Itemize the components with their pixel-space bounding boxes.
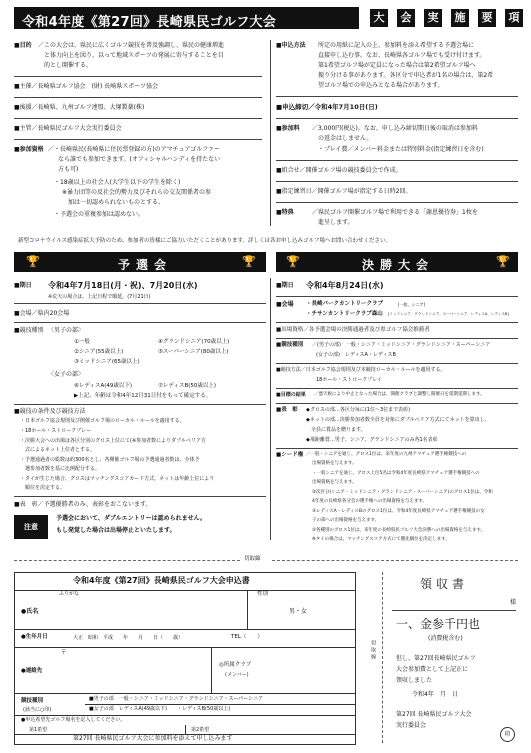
final-award-line: 全員に賞品を贈ります。 xyxy=(306,427,366,433)
receipt-line: 領収しました xyxy=(396,677,433,684)
qualifier-rule: 順位を決定する。 xyxy=(20,485,66,491)
birthdate-field[interactable]: 大正 昭和 平成 年 月 日（ 歳） xyxy=(73,635,184,641)
final-seed-line: 4年度の長崎県各分会の選手権への出場資格を与えます。 xyxy=(312,499,428,504)
pref-1-label[interactable]: 第1希望 xyxy=(29,727,48,733)
divider xyxy=(276,338,518,339)
form-col-line xyxy=(185,725,186,734)
column-divider xyxy=(270,40,271,226)
final-award-line: ◆飛距離賞…男子、シニア、グランドシニアのみ各1名表彰 xyxy=(306,437,438,443)
qualifier-rule: ・タイが生じた場合、グロスはマッチングスコアカード方式、ネットは年齢上位により xyxy=(20,476,215,482)
class-label: 競技種別 xyxy=(21,698,44,704)
application-line-5: 望ゴルフ場での申込みとなる場合があります。 xyxy=(318,82,444,89)
eligibility-line-6: 加は一切認められないものとする。 xyxy=(68,199,165,206)
final-class-line: ／(男子の部) 一般・シニア・ミッドシニア・グランドシニア・スーパーシニア xyxy=(312,342,491,348)
tel-field[interactable]: TEL（ ） xyxy=(231,634,263,640)
trophy-icon: 🏆 xyxy=(286,255,300,268)
trophy-icon: 🏆 xyxy=(26,255,40,268)
pairings: ■組合せ／開催ゴルフ場の競技委員会で作成。 xyxy=(276,167,402,174)
header-title: 令和4年度《第27回》長崎県民ゴルフ大会 xyxy=(22,15,277,30)
seal-icon: 印 xyxy=(500,727,515,742)
final-seed-label: ■シード権 xyxy=(276,452,304,458)
club-sub: (メンバー) xyxy=(225,672,249,678)
receipt-amount: 一、金参千円也 xyxy=(396,617,481,631)
sex-options[interactable]: 男・女 xyxy=(289,608,308,615)
qualifier-women-a: ⑥レディスA(49歳以下) xyxy=(74,383,133,389)
form-row-line xyxy=(15,629,355,630)
final-award-line: ◆グロスの部…各区分毎に(1位～3位まで表彰) xyxy=(306,407,411,413)
eligibility-line-3: 方も可) xyxy=(58,166,79,173)
divider xyxy=(276,96,518,97)
qualifier-rule: 選参加者数を基に比例配分する。 xyxy=(20,466,101,472)
corona-notice: 新型コロナウイルス感染症拡大予防のため、参加者の皆様にご協力いただくことがあります。詳しくは各お申し込みゴルフ場へお問い合わせください。 xyxy=(18,238,392,244)
final-seed-line: 出場資格を与えます。 xyxy=(312,461,357,466)
receipt-line: 大会参加費として上記正に xyxy=(396,666,469,673)
cut-line xyxy=(382,572,383,743)
final-seed-line: 出場資格を与えます。 xyxy=(312,480,357,485)
qualifier-rule: ・決勝大会への出場は各区分別のグロス上位にて(※参加者数によりダブルペリア方 xyxy=(20,438,206,444)
divider xyxy=(14,76,262,77)
application-line-1: 所定の用紙に記入の上、参加料を添え希望する予選会場に xyxy=(318,42,475,49)
club-label: ◎所属クラブ xyxy=(219,662,252,668)
header-kanji-3: 実 xyxy=(424,9,442,27)
cut-line-label-vertical: 切取線 xyxy=(370,640,376,661)
caution-line-2: もし発覚した場合は出場停止といたします。 xyxy=(56,527,176,534)
qualifier-class-item: ③ミッドシニア(65歳以上) xyxy=(74,359,140,365)
final-eligibility: ■出場資格／各予選会場の決勝通過者及び県ゴルフ協会推薦者 xyxy=(276,327,430,333)
qualifier-rules-label: ■競技の条件及び競技方法 xyxy=(14,408,86,415)
final-seed-line: ・一般シニアを通じ、グロス上位5名は令和4年度長崎県アマチュア選手権競技への xyxy=(312,471,480,476)
form-row-line xyxy=(15,715,355,716)
cut-line xyxy=(272,560,518,561)
qualifier-venue: ■会場／県内20会場 xyxy=(14,310,70,317)
purpose-label: ■目的 xyxy=(14,42,32,49)
purpose-line-2: と体力向上を図り、以って地域スポーツの発展に寄与することを目 xyxy=(44,52,224,59)
qualifier-class-item: ④グランドシニア(70歳以上) xyxy=(158,339,230,345)
final-banner xyxy=(276,252,518,272)
eligibility-line-2: なら誰でも参加できます。(オフィシャルハンディを持たない xyxy=(58,156,221,163)
qualifier-date-note: ※荒天の場合は、上記日程で順延。(7月21日) xyxy=(48,294,151,300)
qualifier-awards: ■表 彰／予選優勝者のみ、表彰をおこないます。 xyxy=(14,501,152,508)
divider xyxy=(276,202,518,203)
qualifier-banner xyxy=(14,252,266,272)
receipt-sama: 様 xyxy=(510,599,517,606)
final-class-label: ■競技種別 xyxy=(276,342,304,348)
form-col-line xyxy=(211,647,212,693)
eligibility-line-7: ・予選会の重複参加は認めない。 xyxy=(54,211,145,218)
qualifier-rule: ・日本ゴルフ協会規則及び開催ゴルフ場のローカル・ルールを適用する。 xyxy=(20,418,185,424)
practice-days: ■指定練習日／開催ゴルフ場が指定する日時2回。 xyxy=(276,188,412,195)
deadline: ■申込締切／令和4年7月10日(日) xyxy=(276,103,378,111)
qualifier-class-label: ■競技種別 xyxy=(14,327,44,334)
divider xyxy=(14,303,266,304)
qualifier-age-note: ▶上記、年齢は令和4年12月31日付をもって確定する。 xyxy=(74,393,212,399)
divider xyxy=(14,118,262,119)
postal-mark: 〒 xyxy=(61,650,67,656)
header-kanji-2: 会 xyxy=(397,9,415,27)
divider xyxy=(276,160,518,161)
qualifier-date: 令和4年7月18日(月・祝)、7月20日(水) xyxy=(48,281,198,290)
final-date-label: ■期日 xyxy=(276,282,294,289)
divider xyxy=(276,448,518,449)
final-awards-label: ■表 彰 xyxy=(276,407,298,413)
sex-label: 性別 xyxy=(257,591,269,597)
final-seed-line: ⑤各種別のグロス1位は、来年度の長崎県民ゴルフ大会決勝への出場資格を与えます。 xyxy=(312,528,486,533)
qualifier-women-b: ⑦レディスB(50歳以上) xyxy=(158,383,217,389)
final-date: 令和4年8月24日(水) xyxy=(306,281,384,290)
supporters: ■後援／長崎県、九州ゴルフ連盟、大塚製薬(株) xyxy=(14,104,145,111)
fee-line-2: の返金はしません。 xyxy=(318,135,373,142)
form-row-line xyxy=(15,647,355,648)
birthdate-label: ●生年月日 xyxy=(21,634,48,640)
trophy-icon: 🏆 xyxy=(496,255,510,268)
divider xyxy=(276,322,518,323)
divider xyxy=(14,97,262,98)
final-title: 決勝大会 xyxy=(362,258,435,272)
preference-label: ●申込希望先ゴルフ場名を記入してください。 xyxy=(21,717,126,723)
final-seed-line: ②次区分(シニア・ミッドシニア・グランドシニア・スーパーシニア)のグロス1位は、令和 xyxy=(312,490,493,495)
benefit-line-2: 進呈します。 xyxy=(318,219,354,226)
final-class-line: (女子の部) レディスA・レディスB xyxy=(316,352,396,358)
receipt-org-1: 第27回 長崎県民ゴルフ大会 xyxy=(396,711,472,718)
column-divider xyxy=(270,278,271,540)
divider xyxy=(276,388,518,389)
receipt-line: 但し、第27回長崎県民ゴルフ xyxy=(396,655,476,662)
final-venue-1: ・長崎パークカントリークラブ xyxy=(306,301,384,307)
trophy-icon: 🏆 xyxy=(242,255,256,268)
qualifier-class-item: ②シニア(55歳以上) xyxy=(74,349,124,355)
qualifier-date-label: ■期日 xyxy=(14,282,32,289)
qualifier-women-label: 〈女子の部〉 xyxy=(48,371,85,378)
purpose-line-3: 的とし開催する。 xyxy=(44,62,93,69)
form-col-line xyxy=(247,590,248,629)
divider xyxy=(392,610,516,611)
organizer: ■主催／長崎県ゴルフ協会 (財) 長崎県スポーツ協会 xyxy=(14,83,159,90)
benefit-line-1: ／県民ゴルフ開催ゴルフ場で利用できる「謝恩優待券」1枚を xyxy=(312,209,478,216)
class-sub: (該当に○印) xyxy=(23,707,52,713)
header-kanji-1: 大 xyxy=(370,9,388,27)
final-seed-line: 子の部への出場資格を与えます。 xyxy=(312,518,380,523)
final-weather-label: ■目標の結果 xyxy=(276,392,306,398)
qualifier-title: 予選会 xyxy=(118,258,173,272)
eligibility-line-4: ・18歳以上の社会人(大学生以下の学生を除く) xyxy=(54,179,181,186)
qualifier-rule: ・18ホール・ストロークプレー xyxy=(20,428,92,434)
divider xyxy=(14,496,266,497)
caution-badge: 注意 xyxy=(14,515,48,539)
divider xyxy=(14,404,266,405)
application-line-4: 振り分ける事があります。各区分で申込者が1名の場合は、第2希 xyxy=(318,72,494,79)
address-label: ●連絡先 xyxy=(21,668,43,674)
eligibility-label: ■参加資格 xyxy=(14,146,44,153)
receipt-tax: (消費税含む) xyxy=(428,635,463,642)
cut-line xyxy=(14,560,240,561)
qualifier-rule: ・予選通過者の総数は約300名とし、各開催ゴルフ場の予選通過者数は、全体予 xyxy=(20,457,200,463)
final-method-line: 18ホール・ストロークプレイ xyxy=(316,377,382,383)
header-title-bar xyxy=(14,7,359,29)
application-form xyxy=(14,572,356,745)
men-class-row[interactable]: ■男子の部 一般・シニア・ミッドシニア・グランドシニア・スーパーシニア xyxy=(89,696,264,702)
qualifier-rule: 式によるネット上位者とする。 xyxy=(20,447,96,453)
form-footer: 第27回 長崎県民ゴルフ大会に参加料を添えて申し込みます xyxy=(73,735,233,742)
receipt-date: 令和4年 月 日 xyxy=(412,691,458,698)
caution-line-1: 予選会において、ダブルエントリーは認められません。 xyxy=(56,515,207,522)
divider xyxy=(276,403,518,404)
receipt-org-2: 実行委員会 xyxy=(396,722,427,729)
cut-line-label: 切取線 xyxy=(244,556,261,562)
final-seed-line: ／一般・シニアを通じ、グロス1位は、来年度の九州アマチュア選手権競技への xyxy=(306,452,467,457)
pref-2-label[interactable]: 第2希望 xyxy=(191,727,210,733)
final-venue-2: ・チサンカントリークラブ森山 xyxy=(306,311,383,317)
final-weather-note: ／悪天候により中止となった場合は、開催クラブと調整し開催日を延期延期します。 xyxy=(314,392,485,397)
fee-label: ■参加料 xyxy=(276,125,300,132)
receipt xyxy=(390,572,518,743)
form-row-line xyxy=(85,704,355,705)
divider xyxy=(14,322,266,323)
qualifier-class-item: ①一般 xyxy=(74,339,90,345)
divider xyxy=(276,296,518,297)
receipt-title: 領収書 xyxy=(420,577,469,591)
eligibility-line-1: ／・長崎県民(長崎県に住民票登録の方)のアマチュアゴルファー xyxy=(48,146,221,153)
women-class-row[interactable]: ■女子の部 レディスA(49歳以下) ・レディスB(50歳以上) xyxy=(89,706,231,712)
divider xyxy=(276,181,518,182)
divider xyxy=(276,363,518,364)
qualifier-class-item: ⑤スーパーシニア(80歳以上) xyxy=(158,349,229,355)
form-title: 令和4年度《第27回》長崎県民ゴルフ大会申込書 xyxy=(73,576,250,585)
managing-body: ■主管／長崎県民ゴルフ大会実行委員会 xyxy=(14,125,122,132)
fee-line-1: ／3,000円(税込)。なお、申し込み締切期日後の取消は参加料 xyxy=(312,125,478,132)
furigana-label: ふりがな xyxy=(59,591,80,597)
final-seed-line: ※タイの場合は、マッチングスコア方式にて優先順位を決定します。 xyxy=(312,537,450,542)
application-label: ■申込方法 xyxy=(276,42,306,49)
header-kanji-5: 要 xyxy=(478,9,496,27)
form-row-line xyxy=(15,693,355,694)
purpose-line-1: ／この大会は、県民に広くゴルフ競技を普及強調し、県民の健康増進 xyxy=(38,42,225,49)
final-award-line: ◆ネットの部…決勝参加者数全員を対象にダブルペリア方式にてネットを算出し、 xyxy=(306,417,490,423)
final-venue-2-classes: [ミッドシニア、グランドシニア、スーパーシニア、レディスA、レディスB] xyxy=(388,312,509,316)
header-kanji-4: 施 xyxy=(451,9,469,27)
application-line-2: 直接申し込む事。なお、長崎県各ゴルフ場でも受け付けます。 xyxy=(318,52,486,59)
final-venue-label: ■会場 xyxy=(276,301,294,308)
divider xyxy=(276,118,518,119)
final-seed-line: ③レディスA・レディスBのグロス1位は、令和4年度長崎県アマチュア選手権競技の女 xyxy=(312,509,485,514)
application-line-3: 第1希望ゴルフ場が定員になった場合は第2希望ゴルフ場へ xyxy=(318,62,476,69)
name-label: ●氏名 xyxy=(21,608,39,615)
fee-line-3: ・プレイ費／メンバー料金または特別料金(指定練習日を含む) xyxy=(318,146,484,153)
header-kanji-6: 項 xyxy=(505,9,523,27)
benefit-label: ■特典 xyxy=(276,209,294,216)
final-venue-1-classes: [一般、シニア] xyxy=(398,302,426,307)
eligibility-line-5: ※暴力団等の反社会的勢力及びそれらの交友関係者の参 xyxy=(62,189,212,196)
final-method-line: ■競技方法／日本ゴルフ協会規則及び本競技ローカル・ルールを適用する。 xyxy=(276,367,446,373)
qualifier-men-label: 〈男子の部〉 xyxy=(48,327,85,334)
divider xyxy=(14,139,262,140)
